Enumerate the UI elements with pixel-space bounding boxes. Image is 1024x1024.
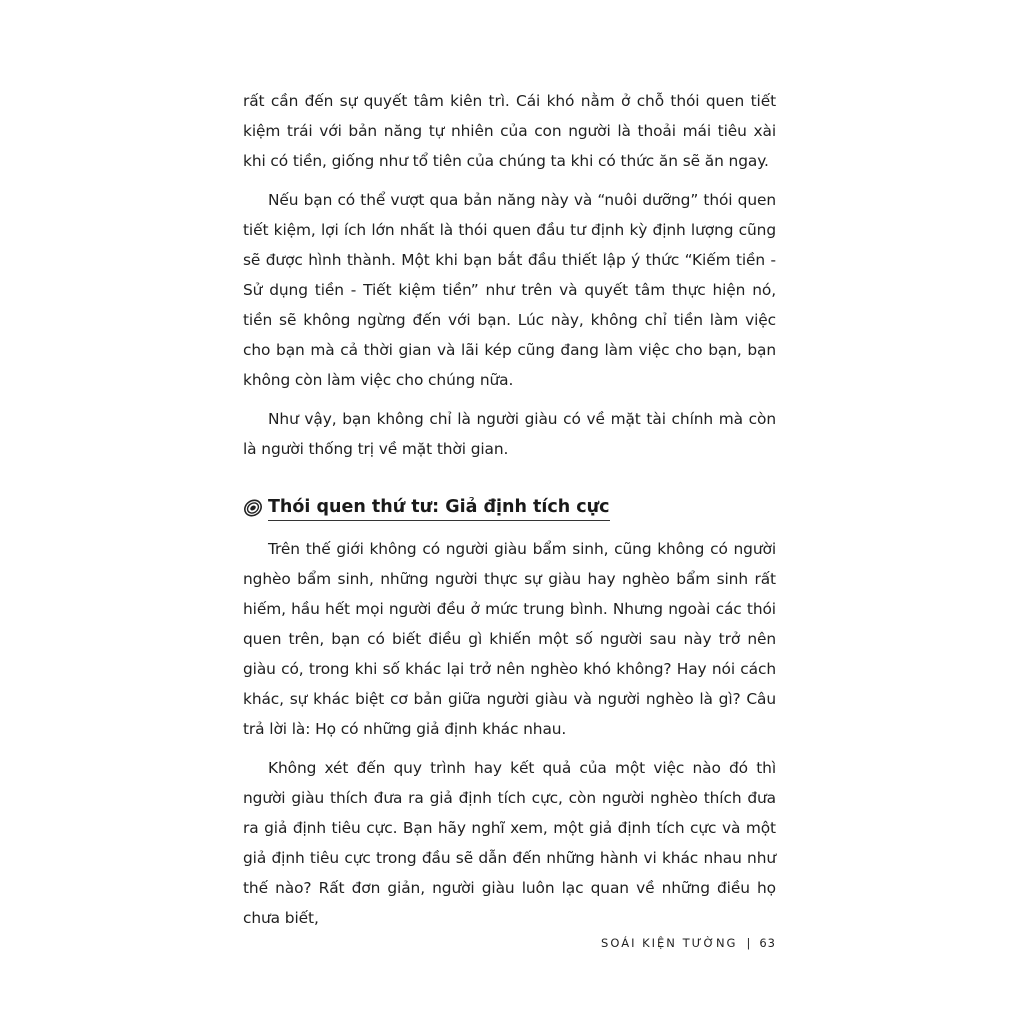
footer-author: SOÁI KIỆN TƯỜNG bbox=[601, 936, 738, 950]
page-footer bbox=[601, 936, 776, 950]
heading-title: Thói quen thứ tư: Giả định tích cực bbox=[268, 495, 610, 521]
section-2 bbox=[243, 534, 776, 933]
paragraph: Như vậy, bạn không chỉ là người giàu có về mặt tài chính mà còn là người thống trị về mặt thời gian. bbox=[243, 410, 776, 458]
section-heading bbox=[243, 495, 610, 521]
paragraph-continuation: rất cần đến sự quyết tâm kiên trì. Cái khó nằm ở chỗ thói quen tiết kiệm trái với bản năng tự nhiên của con người là thoải mái tiêu xài khi có tiền, giống như tổ tiên của chúng ta khi có thức ăn sẽ ăn ngay. bbox=[243, 92, 776, 170]
paragraph: Nếu bạn có thể vượt qua bản năng này và “nuôi dưỡng” thói quen tiết kiệm, lợi ích lớn nhất là thói quen đầu tư định kỳ định lượng cũng sẽ được hình thành. Một khi bạn bắt đầu thiết lập ý thức “Kiếm tiền - Sử dụng tiền - Tiết kiệm tiền” như trên và quyết tâm thực hiện nó, tiền sẽ không ngừng đến với bạn. Lúc này, không chỉ tiền làm việc cho bạn mà cả thời gian và lãi kép cũng đang làm việc cho bạn, bạn không còn làm việc cho chúng nữa. bbox=[243, 191, 776, 389]
paragraph: Trên thế giới không có người giàu bẩm sinh, cũng không có người nghèo bẩm sinh, những người thực sự giàu hay nghèo bẩm sinh rất hiếm, hầu hết mọi người đều ở mức trung bình. Nhưng ngoài các thói quen trên, bạn có biết điều gì khiến một số người sau này trở nên giàu có, trong khi số khác lại trở nên nghèo khó không? Hay nói cách khác, sự khác biệt cơ bản giữa người giàu và người nghèo là gì? Câu trả lời là: Họ có những giả định khác nhau. bbox=[243, 540, 776, 738]
footer-separator: | bbox=[746, 936, 751, 950]
page-number: 63 bbox=[759, 936, 776, 950]
paragraph: Không xét đến quy trình hay kết quả của một việc nào đó thì người giàu thích đưa ra giả định tích cực, còn người nghèo thích đưa ra giả định tiêu cực. Bạn hãy nghĩ xem, một giả định tích cực và một giả định tiêu cực trong đầu sẽ dẫn đến những hành vi khác nhau như thế nào? Rất đơn giản, người giàu luôn lạc quan về những điều họ chưa biết, bbox=[243, 759, 776, 927]
double-ring-icon bbox=[243, 498, 263, 518]
section-1 bbox=[243, 86, 776, 464]
